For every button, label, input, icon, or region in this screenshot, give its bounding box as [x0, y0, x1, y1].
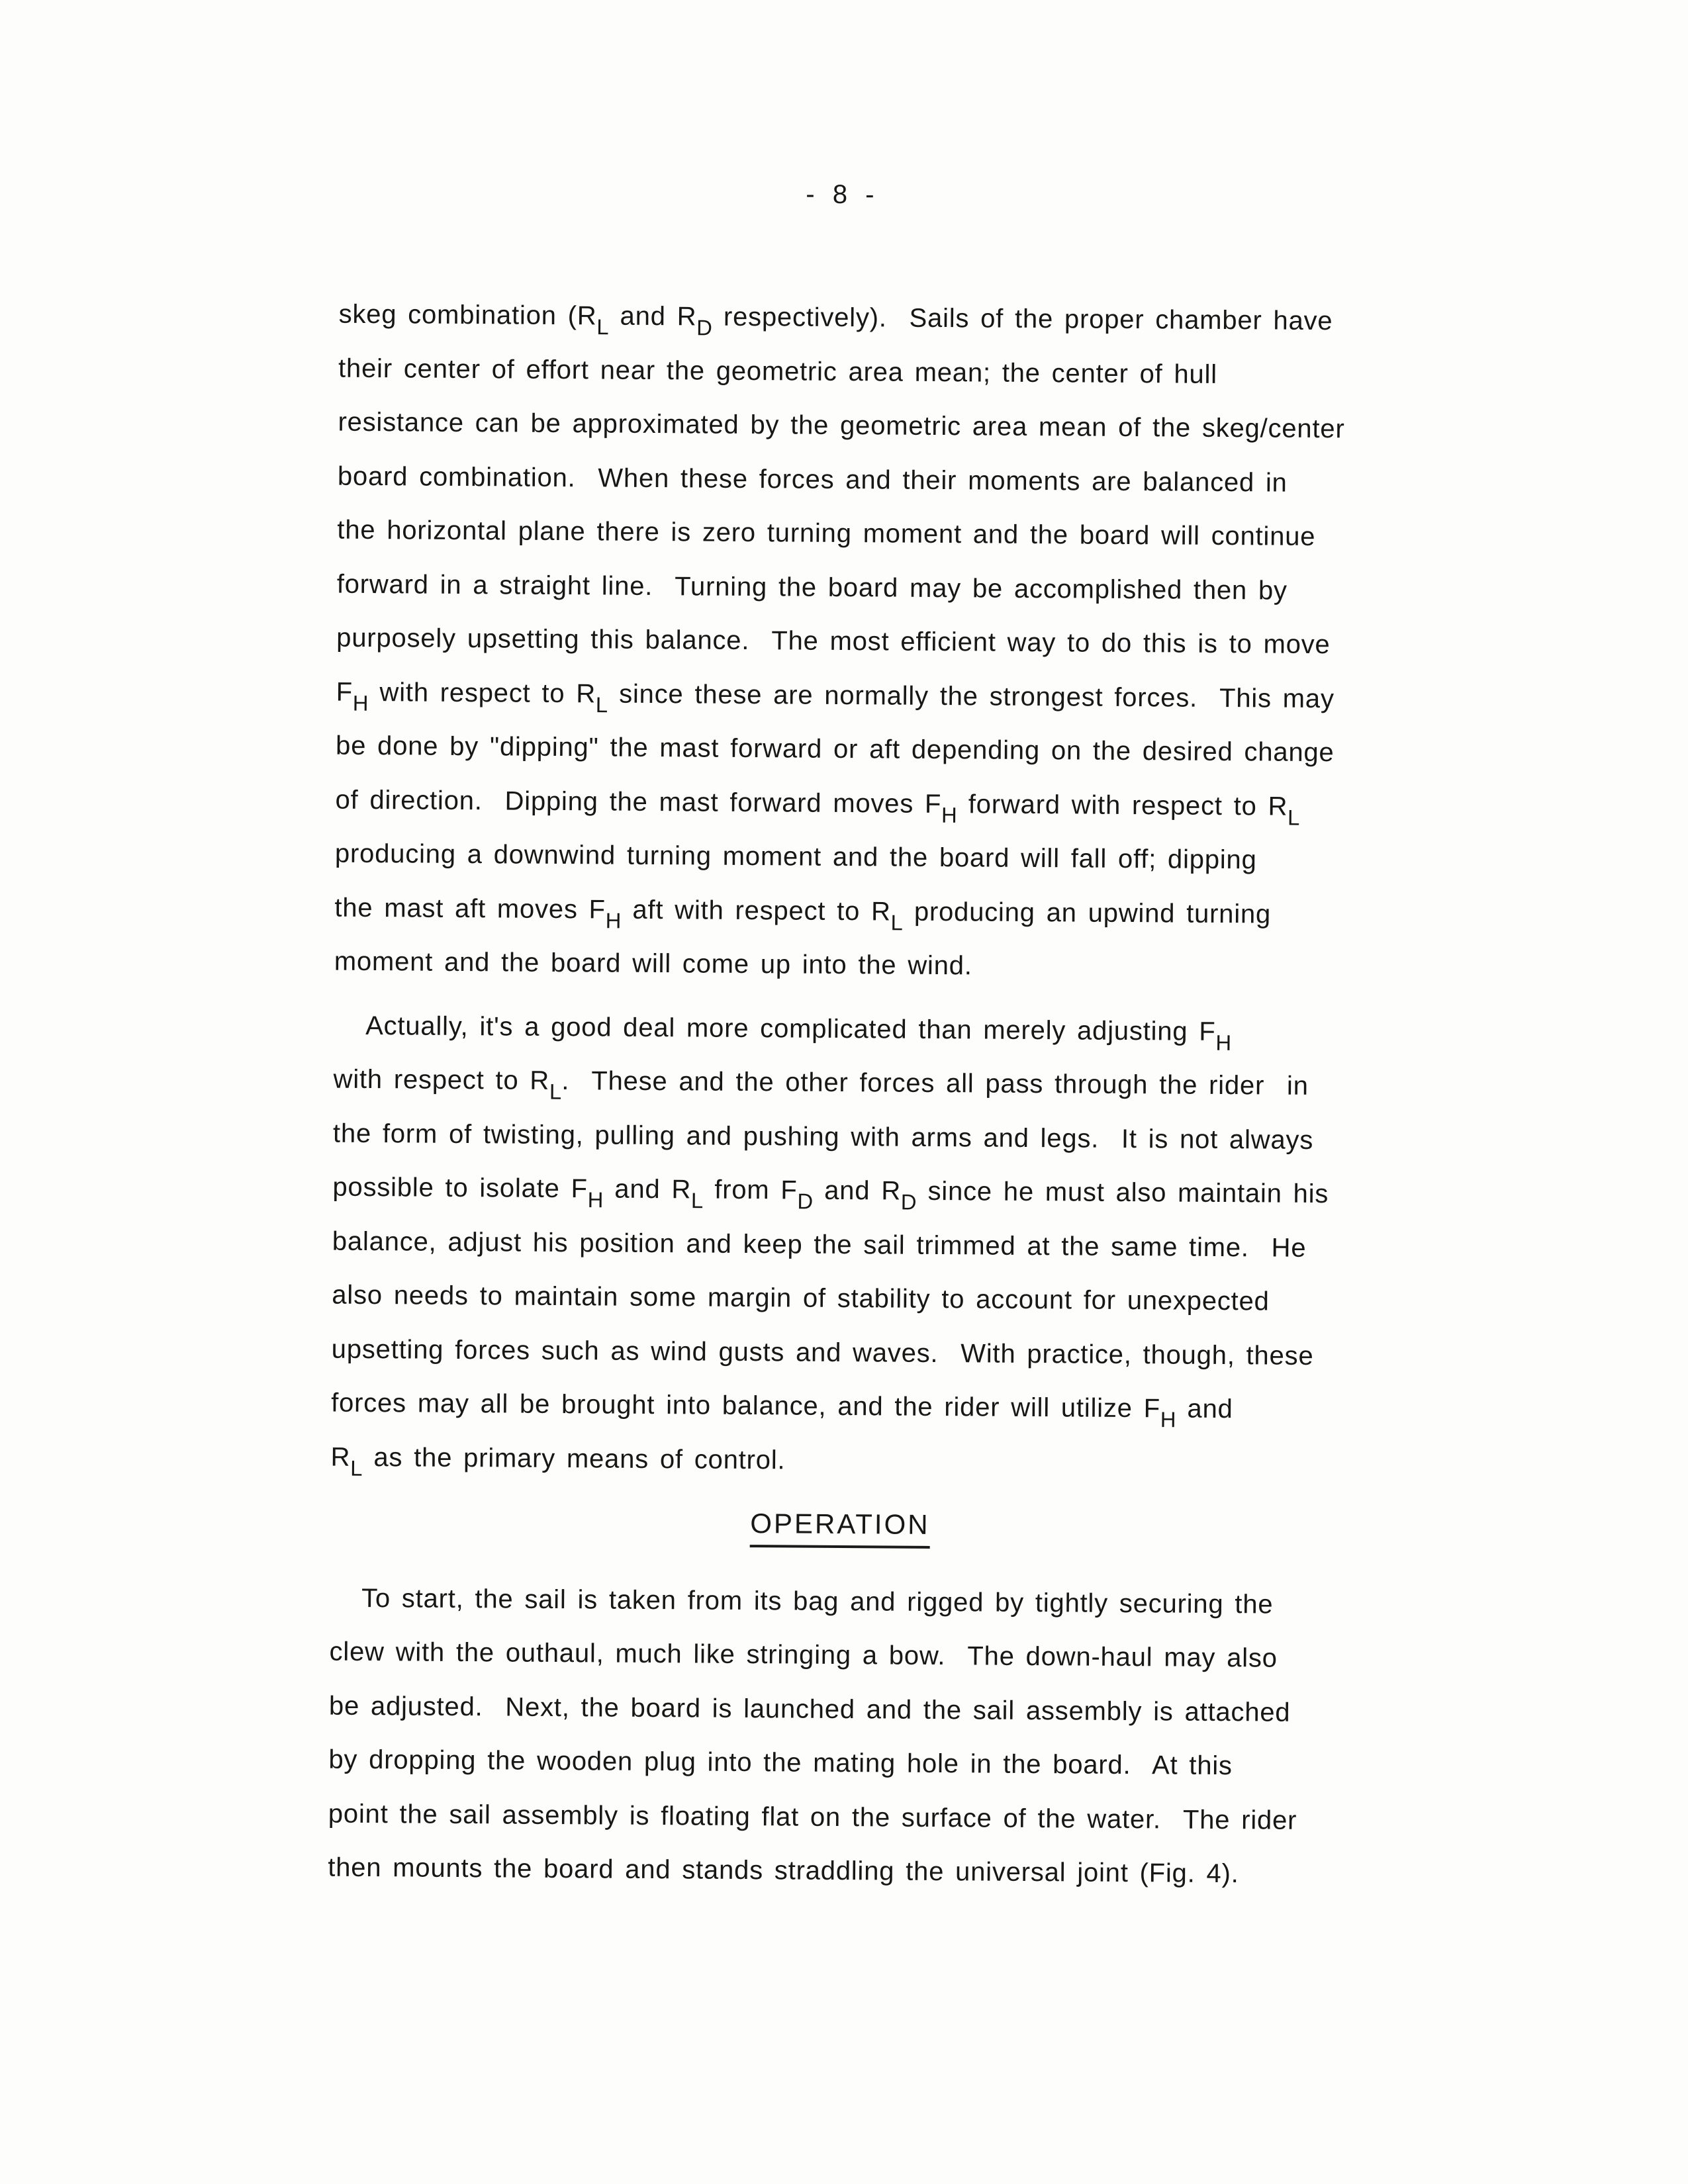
paragraph-rider-balance	[330, 999, 1393, 1492]
subscript: D	[696, 315, 713, 340]
subscript: H	[605, 907, 622, 933]
text-line: clew with the outhaul, much like stringing a bow. The down-haul may also	[329, 1637, 1278, 1673]
text-line: moment and the board will come up into the wind.	[334, 946, 972, 981]
subscript: D	[797, 1189, 814, 1214]
text-line: the form of twisting, pulling and pushing with arms and legs. It is not always	[332, 1118, 1314, 1155]
paragraph-turning-forces	[334, 288, 1398, 997]
text-line: be adjusted. Next, the board is launched and the sail assembly is attached	[328, 1691, 1291, 1727]
text-line: also needs to maintain some margin of stability to account for unexpected	[332, 1280, 1270, 1316]
text-line: balance, adjust his position and keep the sail trimmed at the same time. He	[332, 1226, 1307, 1263]
subscript: L	[890, 909, 904, 934]
text-line: then mounts the board and stands straddling the universal joint (Fig. 4).	[328, 1852, 1239, 1889]
text-line: $R_L$ as the primary means of control.	[330, 1442, 786, 1480]
text-line: To start, the sail is taken from its bag and rigged by tightly securing the	[361, 1583, 1274, 1619]
text-line: board combination. When these forces and their moments are balanced in	[337, 461, 1288, 498]
text-line: of direction. Dipping the mast forward moves $F_H$ forward with respect to $R_L$	[335, 785, 1300, 830]
text-line: be done by "dipping" the mast forward or aft depending on the desired change	[335, 731, 1335, 768]
subscript: H	[1160, 1407, 1176, 1432]
subscript: L	[1287, 804, 1300, 830]
subscript: D	[900, 1189, 917, 1214]
text-line: their center of effort near the geometric area mean; the center of hull	[338, 353, 1218, 389]
subscript: L	[690, 1188, 704, 1213]
text-line: forces may all be brought into balance, and the rider will utilize $F_H$ and	[331, 1388, 1233, 1432]
subscript: H	[352, 690, 369, 715]
section-heading-text: OPERATION	[750, 1508, 930, 1549]
text-line: possible to isolate $F_H$ and $R_L$ from $F_D$ and $R_D$ since he must also maintain his	[332, 1172, 1329, 1214]
text-line: $F_H$ with respect to $R_L$ since these are normally the strongest forces. This may	[336, 677, 1335, 717]
subscript: L	[549, 1079, 562, 1104]
paragraph-operation-start	[328, 1571, 1389, 1902]
text-line: point the sail assembly is floating flat on the surface of the water. The rider	[328, 1799, 1297, 1835]
subscript: H	[587, 1187, 604, 1212]
text-column	[328, 288, 1398, 1903]
text-line: the horizontal plane there is zero turning moment and the board will continue	[337, 515, 1316, 551]
subscript: L	[350, 1455, 363, 1480]
page-number: - 8 -	[806, 179, 880, 210]
text-line: the mast aft moves $F_H$ aft with respect to $R_L$ producing an upwind turning	[334, 893, 1272, 934]
text-line: purposely upsetting this balance. The most efficient way to do this is to move	[336, 623, 1331, 660]
subscript: H	[1215, 1030, 1232, 1055]
section-heading	[310, 1493, 1370, 1555]
text-line: producing a downwind turning moment and the board will fall off; dipping	[334, 839, 1257, 875]
text-line: Actually, it's a good deal more complicated than merely adjusting $F_H$	[365, 1011, 1232, 1055]
text-line: skeg combination ($R_L$ and $R_D$ respectively). Sails of the proper chamber have	[338, 299, 1333, 340]
text-line: upsetting forces such as wind gusts and waves. With practice, though, these	[331, 1334, 1314, 1371]
text-line: by dropping the wooden plug into the mating hole in the board. At this	[328, 1745, 1233, 1781]
text-line: forward in a straight line. Turning the board may be accomplished then by	[336, 569, 1288, 606]
text-line: with respect to $R_L$. These and the other forces all pass through the rider in	[333, 1064, 1309, 1104]
subscript: L	[596, 314, 609, 340]
subscript: L	[595, 692, 608, 717]
text-line: resistance can be approximated by the geometric area mean of the skeg/center	[338, 407, 1345, 444]
subscript: H	[941, 802, 957, 827]
